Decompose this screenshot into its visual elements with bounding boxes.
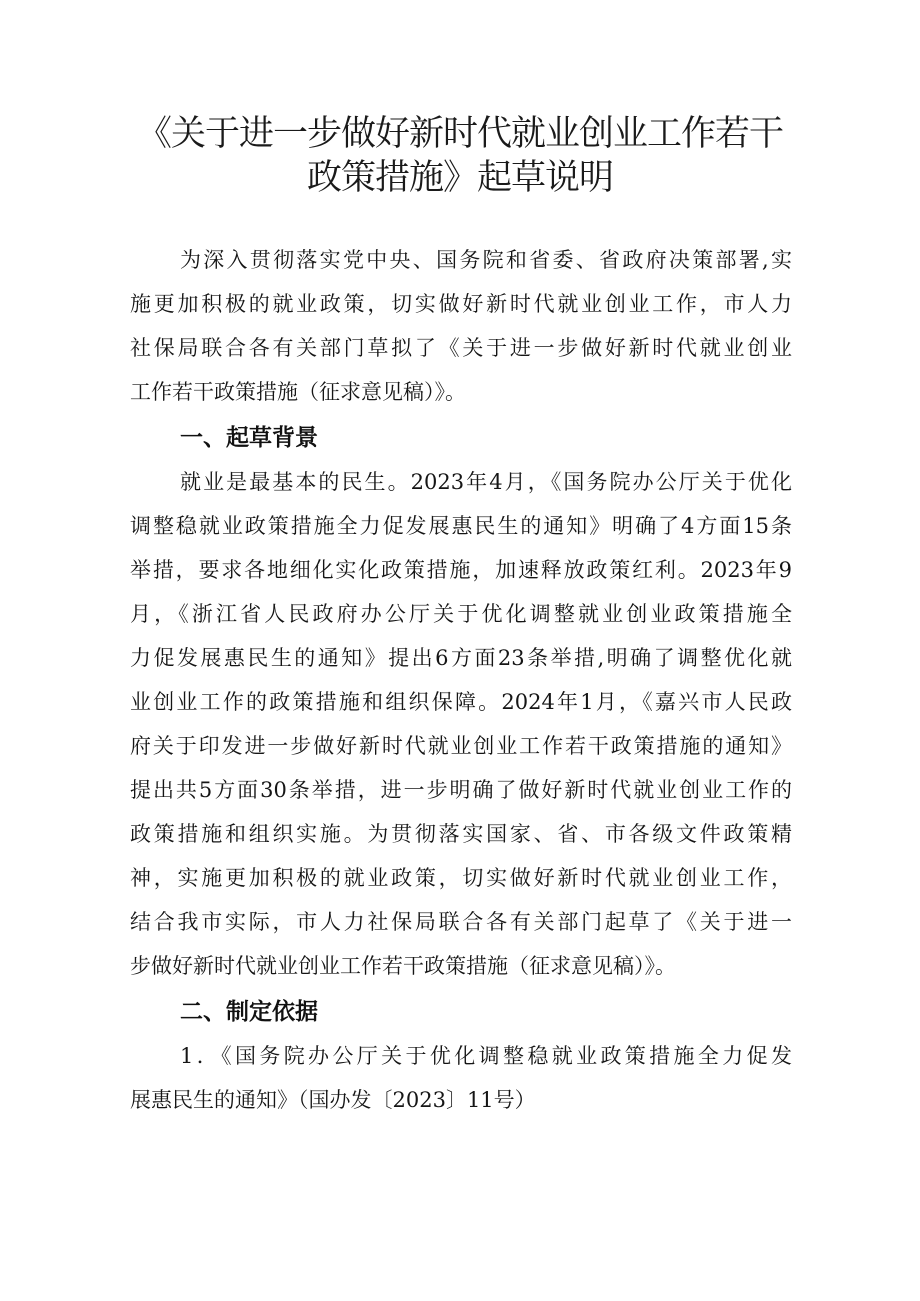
intro-line: 社保局联合各有关部门草拟了《关于进一步做好新时代就业创业 xyxy=(130,336,792,360)
section2-line: 展惠民生的通知》（国办发〔2023〕11号） xyxy=(130,1088,536,1112)
intro-line: 为深入贯彻落实党中央、国务院和省委、省政府决策部署,实 xyxy=(180,248,792,272)
section1-line: 提出共5方面30条举措，进一步明确了做好新时代就业创业工作的 xyxy=(130,778,792,802)
section1-line: 结合我市实际，市人力社保局联合各有关部门起草了《关于进一 xyxy=(130,910,792,934)
section1-line: 业创业工作的政策措施和组织保障。2024年1月，《嘉兴市人民政 xyxy=(130,690,792,714)
section2-line: 1．《国务院办公厅关于优化调整稳就业政策措施全力促发 xyxy=(180,1044,792,1068)
section1-line: 调整稳就业政策措施全力促发展惠民生的通知》明确了4方面15条 xyxy=(130,514,792,538)
section1-line: 神，实施更加积极的就业政策，切实做好新时代就业创业工作， xyxy=(130,866,792,890)
section1-line: 政策措施和组织实施。为贯彻落实国家、省、市各级文件政策精 xyxy=(130,822,792,846)
section1-line: 府关于印发进一步做好新时代就业创业工作若干政策措施的通知》 xyxy=(130,734,792,758)
document-title-line-2: 政策措施》起草说明 xyxy=(306,158,613,198)
intro-line: 施更加积极的就业政策，切实做好新时代就业创业工作，市人力 xyxy=(130,292,792,316)
section1-line: 就业是最基本的民生。2023年4月，《国务院办公厅关于优化 xyxy=(180,470,792,494)
section1-line: 举措，要求各地细化实化政策措施，加速释放政策红利。2023年9 xyxy=(130,558,792,582)
section-heading-basis: 二、制定依据 xyxy=(180,999,318,1025)
section1-line: 月，《浙江省人民政府办公厅关于优化调整就业创业政策措施全 xyxy=(130,602,792,626)
intro-line: 工作若干政策措施（征求意见稿）》。 xyxy=(130,380,466,404)
section1-line: 力促发展惠民生的通知》提出6方面23条举措,明确了调整优化就 xyxy=(130,646,792,670)
document-title-line-1: 《关于进一步做好新时代就业创业工作若干 xyxy=(136,114,783,154)
section1-line: 步做好新时代就业创业工作若干政策措施（征求意见稿）》。 xyxy=(130,954,676,978)
section-heading-background: 一、起草背景 xyxy=(180,425,318,451)
